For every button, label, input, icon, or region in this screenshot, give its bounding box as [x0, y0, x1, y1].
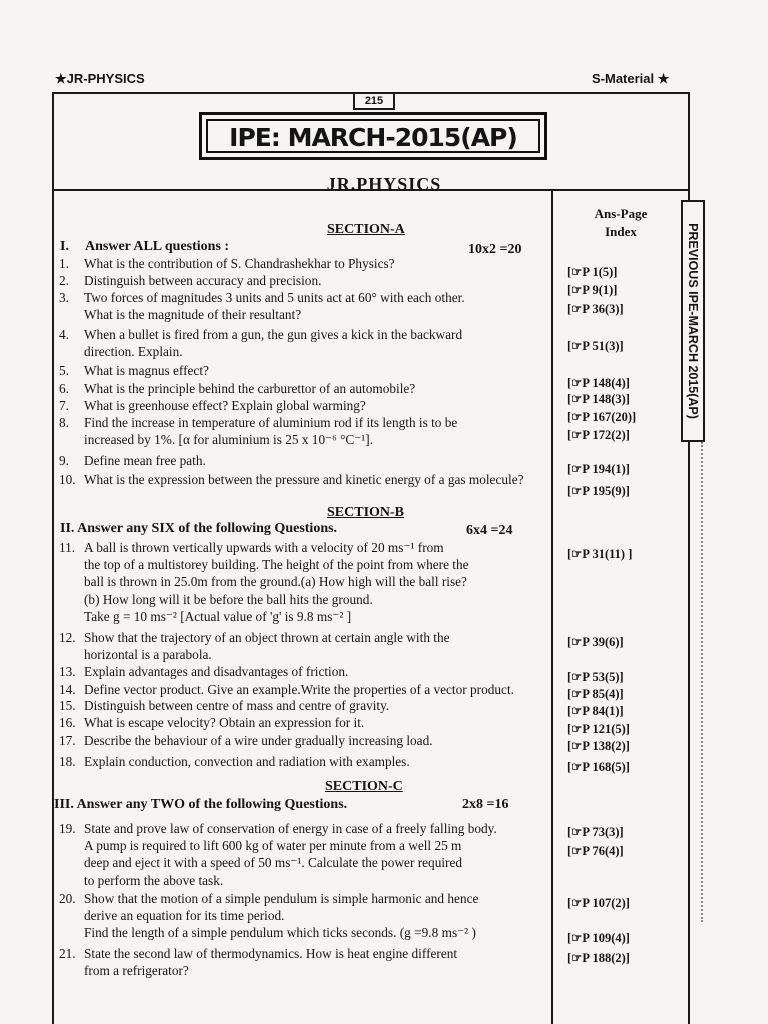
- section-b-marks: 6x4 =24: [466, 523, 513, 538]
- answer-page-ref: [☞P 107(2)]: [567, 896, 630, 910]
- question-number: 19.: [59, 821, 76, 836]
- question-number: 1.: [59, 256, 69, 271]
- subtitle: JR.PHYSICS: [326, 174, 442, 194]
- question-text-line: Distinguish between centre of mass and centre of gravity.: [84, 698, 390, 713]
- answer-page-ref: [☞P 188(2)]: [567, 951, 630, 965]
- answer-page-ref: [☞P 148(3)]: [567, 392, 630, 406]
- question-number: 12.: [59, 630, 76, 645]
- question-number: 7.: [59, 398, 69, 413]
- question-text-line: ball is thrown in 25.0m from the ground.(a) How high will the ball rise?: [84, 574, 467, 590]
- question-text-line: to perform the above task.: [84, 872, 224, 888]
- question-text-line: the top of a multistorey building. The height of the point from where the: [84, 557, 469, 573]
- question-text-line: Distinguish between accuracy and precision.: [84, 273, 322, 288]
- question-text-line: What is escape velocity? Obtain an expression for it.: [84, 715, 365, 730]
- page-number: 215: [353, 93, 395, 110]
- answer-page-ref: [☞P 51(3)]: [567, 339, 624, 353]
- section-a-instruction: Answer ALL questions :: [85, 239, 230, 254]
- answer-page-ref: [☞P 84(1)]: [567, 704, 624, 718]
- header-left: ★JR-PHYSICS: [55, 71, 145, 86]
- answer-page-ref: [☞P 31(11) ]: [567, 547, 633, 561]
- question-number: 8.: [59, 415, 69, 430]
- answer-page-ref: [☞P 1(5)]: [567, 265, 618, 279]
- section-a-title: SECTION-A: [327, 222, 405, 237]
- answer-page-ref: [☞P 76(4)]: [567, 844, 624, 858]
- question-number: 5.: [59, 363, 69, 378]
- answer-page-ref: [☞P 138(2)]: [567, 739, 630, 753]
- side-tab: [681, 200, 705, 442]
- answer-column-divider: [551, 189, 553, 1024]
- side-tab-label: PREVIOUS IPE-MARCH 2015(AP): [686, 223, 700, 419]
- question-number: 20.: [59, 891, 76, 906]
- answer-page-ref: [☞P 39(6)]: [567, 635, 624, 649]
- answer-page-ref: [☞P 195(9)]: [567, 484, 630, 498]
- question-number: 17.: [59, 733, 76, 748]
- section-c-instruction: III. Answer any TWO of the following Questions.: [54, 797, 348, 812]
- answer-page-ref: [☞P 73(3)]: [567, 825, 624, 839]
- answer-page-ref: [☞P 167(20)]: [567, 410, 637, 424]
- answer-page-ref: [☞P 168(5)]: [567, 760, 630, 774]
- answer-index-header: [553, 205, 689, 241]
- answer-page-ref: [☞P 194(1)]: [567, 462, 630, 476]
- answer-index-header-line1: Ans-Page: [594, 206, 648, 221]
- answer-index-header-line2: Index: [605, 224, 637, 239]
- question-text-line: increased by 1%. [α for aluminium is 25 x 10⁻⁶ °C⁻¹].: [84, 432, 374, 448]
- question-text-line: What is the contribution of S. Chandrashekhar to Physics?: [84, 256, 395, 271]
- answer-page-ref: [☞P 121(5)]: [567, 722, 630, 736]
- question-text-line: deep and eject it with a speed of 50 ms⁻¹. Calculate the power required: [84, 855, 463, 871]
- section-a-instr-no: I.: [60, 239, 69, 254]
- banner-title: IPE: MARCH-2015(AP): [206, 119, 540, 153]
- question-number: 4.: [59, 327, 69, 342]
- question-text-line: What is magnus effect?: [84, 363, 209, 378]
- question-text-line: Define vector product. Give an example.Write the properties of a vector product.: [84, 682, 514, 697]
- title-banner: [199, 112, 547, 160]
- question-text-line: A pump is required to lift 600 kg of water per minute from a well 25 m: [84, 838, 462, 854]
- question-text-line: horizontal is a parabola.: [84, 647, 212, 663]
- question-text-line: A ball is thrown vertically upwards with a velocity of 20 ms⁻¹ from: [84, 540, 444, 555]
- section-b-title: SECTION-B: [327, 505, 405, 520]
- question-text-line: Find the length of a simple pendulum which ticks seconds. (g =9.8 ms⁻² ): [84, 925, 476, 941]
- question-number: 21.: [59, 946, 76, 961]
- answer-page-ref: [☞P 9(1)]: [567, 283, 618, 297]
- question-number: 9.: [59, 453, 69, 468]
- section-a-marks: 10x2 =20: [468, 242, 522, 257]
- question-number: 10.: [59, 472, 76, 487]
- question-text-line: Take g = 10 ms⁻² [Actual value of 'g' is 9.8 ms⁻² ]: [84, 608, 352, 624]
- answer-page-ref: [☞P 85(4)]: [567, 687, 624, 701]
- answer-page-ref: [☞P 148(4)]: [567, 376, 630, 390]
- answer-page-ref: [☞P 53(5)]: [567, 670, 624, 684]
- question-number: 15.: [59, 698, 76, 713]
- question-text-line: State the second law of thermodynamics. How is heat engine different: [84, 946, 458, 961]
- question-text-line: direction. Explain.: [84, 344, 183, 360]
- question-text-line: Describe the behaviour of a wire under gradually increasing load.: [84, 733, 433, 748]
- question-number: 2.: [59, 273, 69, 288]
- section-b-instruction: II. Answer any SIX of the following Questions.: [60, 521, 338, 536]
- section-c-marks: 2x8 =16: [462, 797, 509, 812]
- question-text-line: What is greenhouse effect? Explain global warming?: [84, 398, 366, 413]
- question-text-line: Two forces of magnitudes 3 units and 5 units act at 60° with each other.: [84, 290, 465, 305]
- question-text-line: When a bullet is fired from a gun, the gun gives a kick in the backward: [84, 327, 463, 342]
- question-text-line: derive an equation for its time period.: [84, 908, 285, 924]
- question-text-line: What is the magnitude of their resultant?: [84, 307, 302, 323]
- question-number: 18.: [59, 754, 76, 769]
- question-number: 13.: [59, 664, 76, 679]
- question-number: 3.: [59, 290, 69, 305]
- answer-page-ref: [☞P 172(2)]: [567, 428, 630, 442]
- header-right: S-Material ★: [592, 71, 670, 86]
- question-text-line: Find the increase in temperature of aluminium rod if its length is to be: [84, 415, 458, 430]
- question-number: 6.: [59, 381, 69, 396]
- question-text-line: What is the principle behind the carburettor of an automobile?: [84, 381, 416, 396]
- question-text-line: Show that the motion of a simple pendulum is simple harmonic and hence: [84, 891, 479, 906]
- question-text-line: Explain conduction, convection and radiation with examples.: [84, 754, 410, 769]
- dotted-margin: [701, 442, 703, 922]
- answer-page-ref: [☞P 109(4)]: [567, 931, 630, 945]
- question-number: 11.: [59, 540, 76, 555]
- question-text-line: Explain advantages and disadvantages of friction.: [84, 664, 349, 679]
- section-c-title: SECTION-C: [325, 779, 403, 794]
- question-text-line: from a refrigerator?: [84, 963, 189, 979]
- question-text-line: Define mean free path.: [84, 453, 206, 468]
- question-text-line: State and prove law of conservation of energy in case of a freely falling body.: [84, 821, 497, 836]
- question-text-line: What is the expression between the pressure and kinetic energy of a gas molecule?: [84, 472, 524, 487]
- answer-page-ref: [☞P 36(3)]: [567, 302, 624, 316]
- question-text-line: Show that the trajectory of an object thrown at certain angle with the: [84, 630, 450, 645]
- question-number: 16.: [59, 715, 76, 730]
- question-text-line: (b) How long will it be before the ball hits the ground.: [84, 591, 373, 607]
- question-number: 14.: [59, 682, 76, 697]
